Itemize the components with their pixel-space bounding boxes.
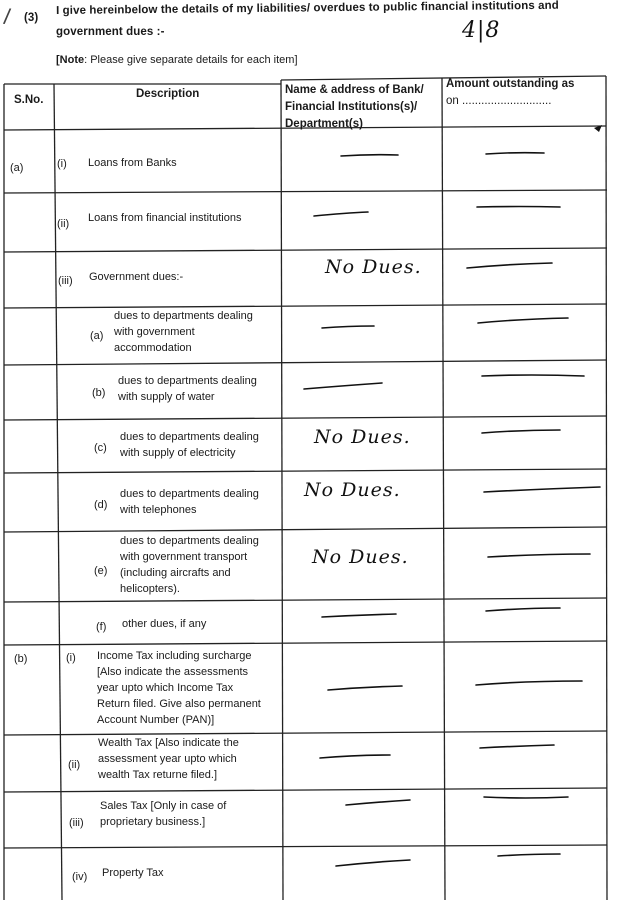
row-number: (e): [94, 565, 108, 577]
row-description-line: Loans from Banks: [88, 157, 177, 169]
corner-stroke-mark: /: [2, 3, 12, 30]
row-description-line: accommodation: [114, 342, 192, 354]
amount-dash: [480, 745, 554, 748]
row-number: (b): [92, 387, 106, 399]
row-description-line: (including aircrafts and: [120, 567, 231, 579]
amount-dash: [478, 318, 568, 323]
amount-dash: [498, 854, 560, 856]
handwritten-page-mark: 4|8: [462, 18, 501, 43]
row-description-line: dues to departments dealing: [114, 310, 253, 322]
amount-dash: [482, 430, 560, 433]
name-dash: [336, 860, 410, 866]
row-number: (i): [57, 158, 67, 170]
row-number: (c): [94, 442, 107, 454]
row-description-line: Account Number (PAN)]: [97, 714, 215, 726]
row-number: (f): [96, 621, 107, 633]
row-number: (ii): [68, 759, 81, 771]
row-description-line: Loans from financial institutions: [88, 212, 242, 224]
row-description-line: Sales Tax [Only in case of: [100, 800, 227, 812]
amount-dash: [476, 681, 582, 685]
section-marker-b: (b): [14, 653, 28, 665]
row-description-line: wealth Tax returne filed.]: [98, 769, 218, 781]
amount-dash: [477, 207, 560, 208]
name-dash: [320, 755, 390, 758]
row-description-line: proprietary business.]: [100, 816, 206, 828]
row-description-line: dues to departments dealing: [120, 431, 259, 443]
row-description-line: year upto which Income Tax: [97, 682, 234, 694]
row-description-line: with government transport: [120, 551, 248, 563]
note-label: [Note: [56, 54, 85, 66]
row-description-line: assessment year upto which: [98, 753, 237, 765]
row-number: (iv): [72, 871, 88, 883]
name-dash: [346, 800, 410, 805]
row-description-line: dues to departments dealing: [120, 488, 259, 500]
amount-dash: [467, 263, 552, 268]
row-number: (iii): [58, 275, 73, 287]
row-description-line: other dues, if any: [122, 618, 207, 630]
row-number: (iii): [69, 817, 84, 829]
amount-dash: [484, 487, 600, 492]
amount-dash: [484, 797, 568, 798]
row-description-line: with government: [114, 326, 195, 338]
amount-dash: [486, 153, 544, 154]
handwritten-no-dues: No Dues.: [325, 256, 422, 278]
name-dash: [304, 383, 382, 389]
name-dash: [341, 155, 398, 156]
handwritten-no-dues: No Dues.: [312, 546, 409, 568]
row-description-line: with supply of water: [118, 391, 215, 403]
col-header-amount-line: on ............................: [446, 95, 552, 107]
col-header-name-line: Financial Institutions(s)/: [285, 101, 418, 113]
row-description-line: Income Tax including surcharge: [97, 650, 252, 662]
intro-line-2: government dues :-: [56, 26, 165, 38]
name-dash: [322, 326, 374, 328]
note-text: : Please give separate details for each item]: [84, 54, 298, 66]
row-number: (a): [90, 330, 104, 342]
row-description-line: with telephones: [120, 504, 197, 516]
row-description-line: Government dues:-: [89, 271, 184, 283]
row-description-line: helicopters).: [120, 583, 180, 595]
section-marker-a: (a): [10, 162, 24, 174]
name-dash: [314, 212, 368, 216]
name-dash: [322, 614, 396, 617]
row-description-line: Wealth Tax [Also indicate the: [98, 737, 239, 749]
amount-dash: [486, 608, 560, 611]
row-description-line: with supply of electricity: [120, 447, 236, 459]
row-description-line: dues to departments dealing: [120, 535, 259, 547]
row-description-line: Property Tax: [102, 867, 164, 879]
row-number: (d): [94, 499, 108, 511]
col-header-amount-line: Amount outstanding as: [446, 78, 575, 90]
row-description-line: dues to departments dealing: [118, 375, 257, 387]
col-header-sno: S.No.: [14, 94, 44, 106]
name-dash: [328, 686, 402, 690]
handwritten-no-dues: No Dues.: [314, 426, 411, 448]
row-description-line: Return filed. Give also permanent: [97, 698, 261, 710]
col-header-name-line: Name & address of Bank/: [285, 84, 424, 96]
col-header-description: Description: [136, 88, 200, 100]
section-number: (3): [24, 12, 39, 24]
handwritten-no-dues: No Dues.: [304, 479, 401, 501]
amount-dash: [488, 554, 590, 557]
intro-line-1: I give hereinbelow the details of my liabilities/ overdues to public financial institutions and: [56, 0, 559, 17]
amount-dash: [482, 375, 584, 376]
row-number: (i): [66, 652, 76, 664]
row-description-line: [Also indicate the assessments: [97, 666, 249, 678]
col-header-name-line: Department(s): [285, 118, 363, 130]
row-number: (ii): [57, 218, 70, 230]
